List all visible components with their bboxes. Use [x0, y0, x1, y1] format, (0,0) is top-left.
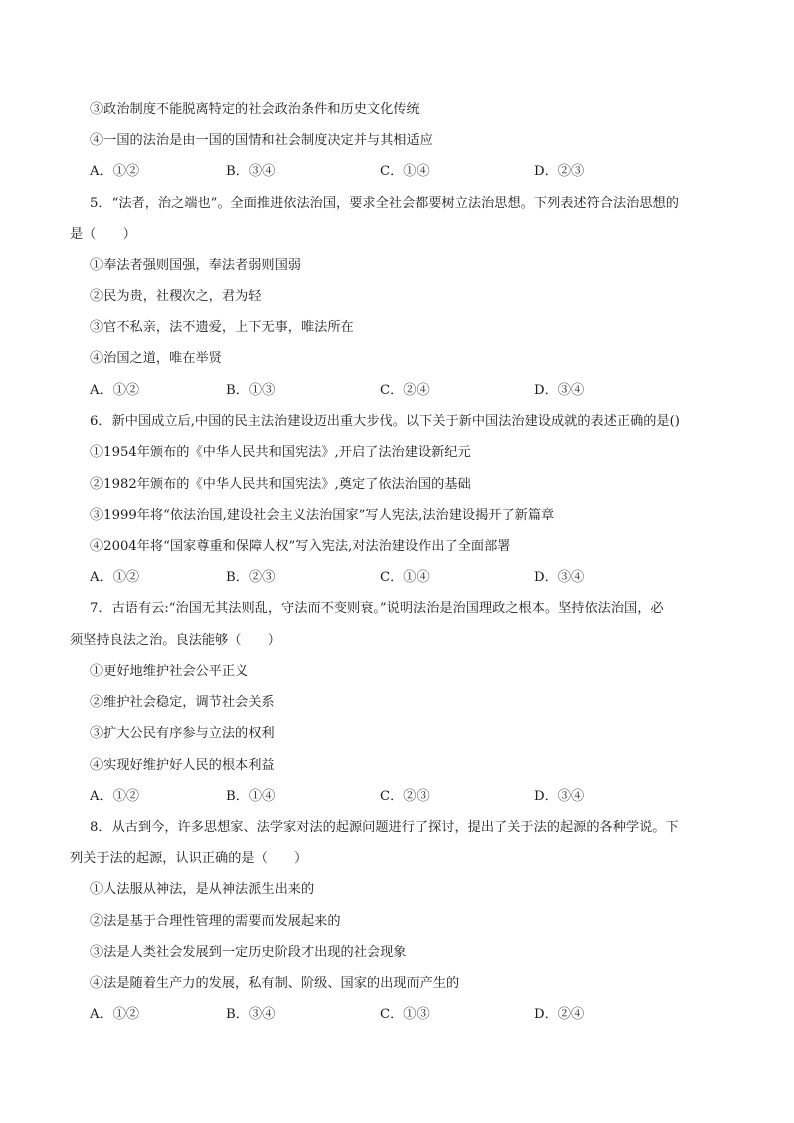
q6-choice-d: D．③④ — [534, 570, 585, 585]
q5-stem-continued: 是（ ） — [70, 227, 136, 242]
q8-stem: 8．从古到今，许多思想家、法学家对法的起源问题进行了探讨，提出了关于法的起源的各种学说。下 — [90, 820, 679, 835]
q5-choice-c: C．②④ — [380, 383, 430, 398]
q7-option-2: ②维护社会稳定，调节社会关系 — [90, 695, 275, 710]
q7-option-3: ③扩大公民有序参与立法的权利 — [90, 726, 275, 741]
q4-choice-b: B．③④ — [226, 164, 276, 179]
q8-option-2: ②法是基于合理性管理的需要而发展起来的 — [90, 914, 341, 929]
q7-option-1: ①更好地维护社会公平正义 — [90, 664, 249, 679]
q4-option-4: ④一国的法治是由一国的国情和社会制度决定并与其相适应 — [90, 133, 433, 148]
q5-option-4: ④治国之道，唯在举贤 — [90, 351, 222, 366]
q4-answer-choices — [90, 163, 690, 181]
q8-answer-choices — [90, 1006, 690, 1024]
q6-choice-b: B．②③ — [226, 570, 276, 585]
q6-option-3: ③1999年将“依法治国,建设社会主义法治国家”写人宪法,法治建设揭开了新篇章 — [90, 508, 555, 523]
q8-choice-d: D．②④ — [534, 1007, 585, 1022]
q8-option-4: ④法是随着生产力的发展，私有制、阶级、国家的出现而产生的 — [90, 976, 460, 991]
q5-choice-a: A．①② — [90, 383, 140, 398]
q5-option-2: ②民为贵，社稷次之，君为轻 — [90, 289, 262, 304]
q5-stem: 5．“法者，治之端也”。全面推进依法治国，要求全社会都要树立法治思想。下列表述符合法治思想的 — [90, 196, 679, 211]
q8-option-1: ①人法服从神法，是从神法派生出来的 — [90, 882, 315, 897]
q4-choice-c: C．①④ — [380, 164, 430, 179]
q6-option-4: ④2004年将“国家尊重和保障人权”写入宪法,对法治建设作出了全面部署 — [90, 539, 511, 554]
q4-choice-d: D．②③ — [534, 164, 585, 179]
q7-stem-continued: 须坚持良法之治。良法能够（ ） — [70, 633, 281, 648]
q6-answer-choices — [90, 569, 690, 587]
q4-choice-a: A．①② — [90, 164, 140, 179]
q7-answer-choices — [90, 788, 690, 806]
q8-stem-continued: 列关于法的起源，认识正确的是（ ） — [70, 851, 308, 866]
q5-choice-b: B．①③ — [226, 383, 276, 398]
q7-choice-b: B．①④ — [226, 789, 276, 804]
q7-option-4: ④实现好维护好人民的根本利益 — [90, 758, 275, 773]
q8-option-3: ③法是人类社会发展到一定历史阶段才出现的社会现象 — [90, 945, 407, 960]
q4-option-3: ③政治制度不能脱离特定的社会政治条件和历史文化传统 — [90, 102, 420, 117]
q5-choice-d: D．③④ — [534, 383, 585, 398]
q8-choice-b: B．③④ — [226, 1007, 276, 1022]
q5-answer-choices — [90, 382, 690, 400]
q6-option-2: ②1982年颁布的《中华人民共和国宪法》,奠定了依法治国的基础 — [90, 477, 471, 492]
q8-choice-c: C．①③ — [380, 1007, 430, 1022]
q8-choice-a: A．①② — [90, 1007, 140, 1022]
q6-choice-c: C．①④ — [380, 570, 430, 585]
q5-option-1: ①奉法者强则国强，奉法者弱则国弱 — [90, 258, 301, 273]
q5-option-3: ③官不私亲，法不遗爱，上下无事，唯法所在 — [90, 320, 354, 335]
q7-choice-d: D．③④ — [534, 789, 585, 804]
q6-stem: 6．新中国成立后,中国的民主法治建设迈出重大步伐。以下关于新中国法治建设成就的表述正确的是() — [90, 414, 680, 429]
q6-choice-a: A．①② — [90, 570, 140, 585]
q7-choice-c: C．②③ — [380, 789, 430, 804]
q6-option-1: ①1954年颁布的《中华人民共和国宪法》,开启了法治建设新纪元 — [90, 445, 471, 460]
q7-stem: 7．古语有云:“治国无其法则乱，守法而不变则衰。”说明法治是治国理政之根本。坚持依法治国，必 — [90, 601, 664, 616]
q7-choice-a: A．①② — [90, 789, 140, 804]
